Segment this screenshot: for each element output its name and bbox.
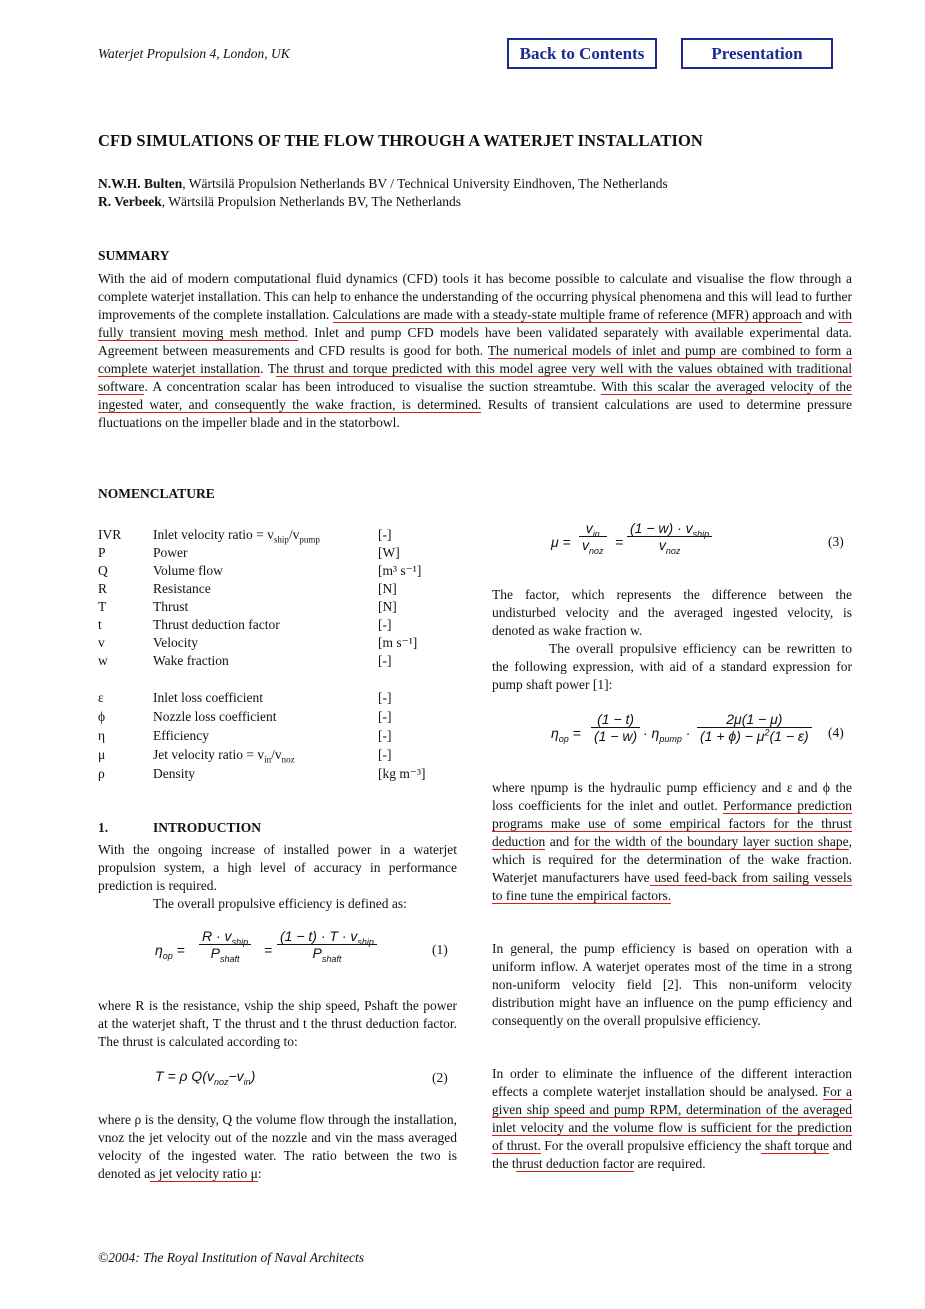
nomenclature-row: ε Inlet loss coefficient [-] [98, 690, 392, 705]
nomenclature-row: Q Volume flow [m³ s⁻¹] [98, 563, 422, 578]
copyright-footer: ©2004: The Royal Institution of Naval Architects [98, 1250, 364, 1265]
nomenclature-row: ρ Density [kg m⁻³] [98, 766, 426, 781]
equation-4: $\eta_{op}$ = $\frac{(1 - t)}{(1 - w)}$ · $\eta_{pump}$ · $\frac{2\mu(1 - \mu)}{(1 + \phi) - \mu^2(1 - \varepsilon)}$ (4) [551, 711, 844, 744]
author-line-2 [98, 194, 461, 210]
right-paragraph-1: The factor, which represents the difference between the undisturbed velocity and the averaged ingested velocity, is denoted as wake fraction w. [492, 587, 852, 638]
nomenclature-row: ϕ Nozzle loss coefficient [-] [98, 709, 392, 724]
equation-number: (1) [432, 942, 448, 957]
equation-number: (4) [828, 725, 844, 740]
nomenclature-row: P Power [W] [98, 545, 400, 560]
intro-paragraph-2: The overall propulsive efficiency is defined as: [153, 896, 407, 911]
equation-2: T = ρ $Q(v_{noz}-v_{in})$ (2) [155, 1068, 448, 1087]
author-name: N.W.H. Bulten [98, 176, 183, 191]
right-paragraph-5: In order to eliminate the influence of the different interaction effects a complete waterjet installation should be analysed. For a given ship speed and pump RPM, determination of the averaged inlet velocity and the volume flow is sufficient for the prediction of thrust. For the overall propulsive efficiency the shaft torque and the thrust deduction factor are required. [492, 1066, 852, 1171]
nomenclature-row: t Thrust deduction factor [-] [98, 617, 392, 632]
author-line-1 [98, 176, 668, 192]
back-to-contents-button[interactable]: Back to Contents [507, 38, 657, 69]
intro-paragraph-1: With the ongoing increase of installed power in a waterjet propulsion system, a high level of accuracy in performance prediction is required. [98, 842, 457, 893]
equation-1: $\eta_{op}$ = $R \cdot v_{ship}$ $P_{shaft}$ = $(1 - t) \cdot T \cdot v_{ship}$ $P_{shaft}$ (1) [155, 928, 448, 964]
nomenclature-row: μ Jet velocity ratio = $v_{in}/v_{noz}$ [-] [98, 747, 392, 765]
introduction-heading: 1. INTRODUCTION [98, 820, 262, 835]
equation-number: (2) [432, 1070, 448, 1085]
conference-header: Waterjet Propulsion 4, London, UK [98, 46, 290, 61]
nomenclature-row: w Wake fraction [-] [98, 653, 392, 668]
nomenclature-row: η Efficiency [-] [98, 728, 392, 743]
author-affiliation: , Wärtsilä Propulsion Netherlands BV, The Netherlands [161, 194, 461, 209]
nomenclature-row: v Velocity [m s⁻¹] [98, 635, 418, 650]
equation-number: (3) [828, 534, 844, 549]
author-name: R. Verbeek [98, 194, 162, 209]
nomenclature-heading: NOMENCLATURE [98, 486, 215, 501]
summary-heading: SUMMARY [98, 248, 170, 263]
intro-paragraph-3: where R is the resistance, vship the ship speed, Pshaft the power at the waterjet shaft, T the thrust and t the thrust deduction factor. The thrust is calculated according to: [98, 998, 457, 1049]
right-paragraph-3: where ηpump is the hydraulic pump efficiency and ε and ϕ the loss coefficients for the inlet and outlet. Performance prediction programs make use of some empirical factors for the thrust deduction and for the width of the boundary layer suction shape, which is required for the determination of the wake fraction. Waterjet manufacturers have used feed-back from sailing vessels to fine tune the empirical factors. [492, 780, 852, 903]
nomenclature-row: T Thrust [N] [98, 599, 397, 614]
nomenclature-row: R Resistance [N] [98, 581, 397, 596]
right-paragraph-4: In general, the pump efficiency is based on operation with a uniform inflow. A waterjet operates most of the time in a strong non-uniform velocity field [2]. This non-uniform velocity distribution might have an influence on the pump efficiency and consequently on the overall propulsive efficiency. [492, 941, 852, 1028]
paper-title: CFD SIMULATIONS OF THE FLOW THROUGH A WATERJET INSTALLATION [98, 131, 703, 150]
nomenclature-row: IVR Inlet velocity ratio = $v_{ship}/v_{pump}$ [-] [98, 527, 392, 545]
author-affiliation: , Wärtsilä Propulsion Netherlands BV / Technical University Eindhoven, The Netherlands [182, 176, 668, 191]
summary-paragraph: With the aid of modern computational fluid dynamics (CFD) tools it has become possible to calculate and visualise the flow through a complete waterjet installation. This can help to enhance the understanding of the occurring physical phenomena and this will lead to further improvements of the complete installation. Calculations are made with a steady-state multiple frame of reference (MFR) approach and with fully transient moving mesh method. Inlet and pump CFD models have been validated separately with available experimental data. Agreement between measurements and CFD results is good for both. The numerical models of inlet and pump are combined to form a complete waterjet installation. The thrust and torque predicted with this model agree very well with the values obtained with traditional software. A concentration scalar has been introduced to visualise the suction streamtube. With this scalar the averaged velocity of the ingested water, and consequently the wake fraction, is determined. Results of transient calculations are used to determine pressure fluctuations on the impeller blade and in the statorbowl. [98, 271, 853, 430]
right-paragraph-2: The overall propulsive efficiency can be rewritten to the following expression, with aid of a standard expression for pump shaft power [1]: [492, 641, 852, 692]
presentation-button[interactable]: Presentation [681, 38, 833, 69]
equation-3: μ = $v_{in}$ $v_{noz}$ = $(1 - w) \cdot v_{ship}$ $v_{noz}$ (3) [551, 520, 844, 556]
intro-paragraph-4: where ρ is the density, Q the volume flow through the installation, vnoz the jet velocity out of the nozzle and vin the mass averaged velocity of the ingested water. The ratio between the two is denoted as jet velocity ratio μ: [98, 1112, 457, 1181]
